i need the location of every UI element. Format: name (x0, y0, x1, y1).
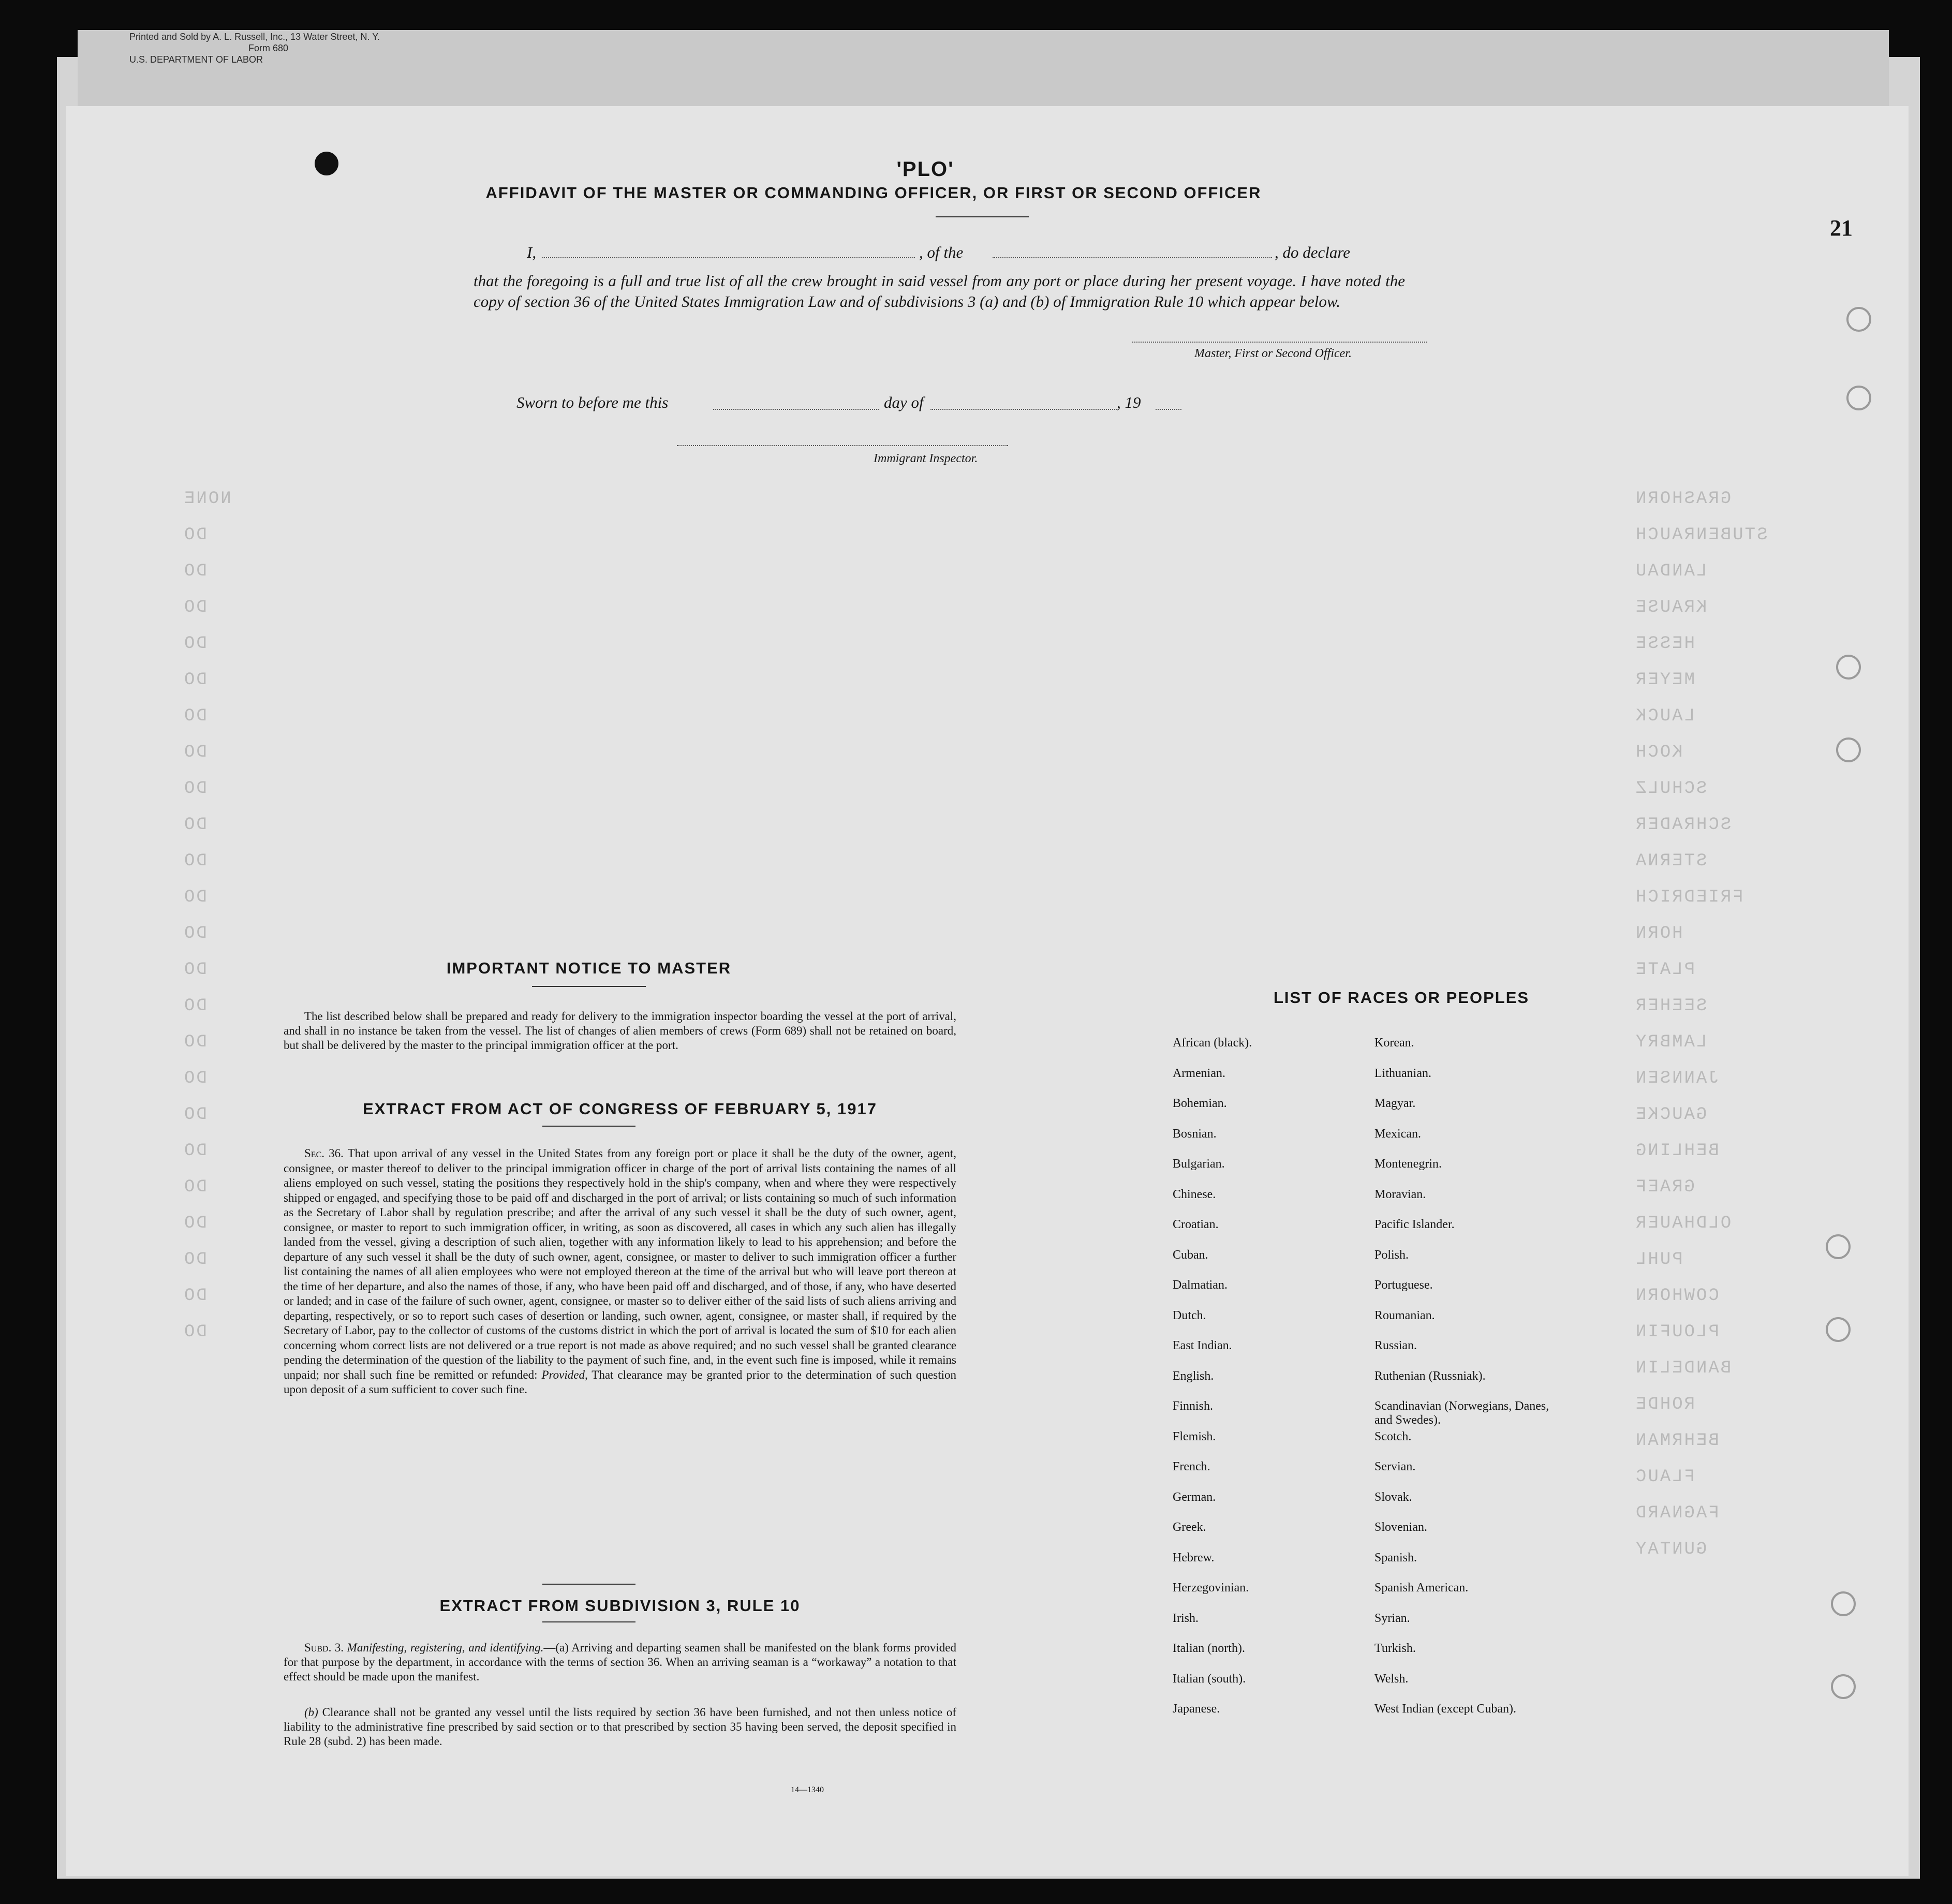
race-entry: Greek. (1173, 1521, 1206, 1534)
binder-ring (1836, 737, 1861, 762)
binder-ring (1826, 1234, 1851, 1259)
bleed-through-cell: DO (183, 996, 207, 1016)
bleed-through-surname: BANDELIN (1634, 1359, 1732, 1378)
bleed-through-cell: DO (183, 1177, 207, 1197)
race-entry: Scotch. (1374, 1429, 1412, 1443)
race-entry: Hebrew. (1173, 1551, 1215, 1564)
section-36-proviso: That clearance may be granted prior to the determination of such question upon deposit of a sum sufficient to cover such fine. (284, 1368, 956, 1396)
race-entry: Croatian. (1173, 1218, 1219, 1231)
bleed-through-surname: JANNSEN (1634, 1069, 1719, 1088)
torn-fragment: 'PLO' (896, 158, 954, 181)
race-entry: Turkish. (1374, 1642, 1416, 1655)
race-entry: Syrian. (1374, 1611, 1410, 1625)
race-entry: Cuban. (1173, 1248, 1208, 1262)
bleed-through-surname: FLAUC (1634, 1467, 1695, 1487)
race-entry: Mexican. (1374, 1127, 1421, 1141)
rule-extract-title: EXTRACT FROM SUBDIVISION 3, RULE 10 (439, 1597, 801, 1615)
race-entry: Finnish. (1173, 1399, 1214, 1413)
bleed-through-cell: DO (183, 779, 207, 799)
bleed-through-surname: PLATE (1634, 960, 1695, 980)
race-entry: Dutch. (1173, 1308, 1206, 1322)
form-number: Form 680 (248, 43, 289, 53)
bleed-through-cell: DO (183, 562, 207, 581)
race-entry: Servian. (1374, 1460, 1416, 1473)
bleed-through-cell: DO (183, 634, 207, 654)
race-entry: Italian (north). (1173, 1642, 1245, 1655)
do-declare-label: , do declare (1275, 243, 1351, 261)
race-entry: Bulgarian. (1173, 1157, 1225, 1171)
race-entry: Bohemian. (1173, 1097, 1227, 1110)
bleed-through-surname: BEHLING (1634, 1141, 1719, 1161)
notice-rule (532, 986, 646, 987)
section-36-text: That upon arrival of any vessel in the United States from any foreign port or place it shall be the duty of the owner, agent, consignee, or master thereof to deliver to the principal immigration officer in charge of the port of arrival lists containing the names of all aliens employed on such vessel, stating the positions they respectively hold in the ship's company, when and where they were respectively shipped or engaged, and specifying those to be paid off and discharged in the port of arrival; or lists containing so much of such information as the Secretary of Labor shall by regulation prescribe; and after the arrival of any such vessel it shall be the duty of such owner, agent, consignee, or master to report to such immigration officer, in writing, as soon as discovered, all cases in which any such alien has illegally landed from the vessel, giving a description of such alien, together with any information likely to lead to his apprehension; and before the departure of any such vessel it shall be the duty of such owner, agent, consignee, or master to deliver to such immigration officer a further list containing the names of all alien employees who were not employed thereon at the time of the arrival but who will leave port thereon at the time of her departure, and also the names of those, if any, who have been paid off and discharged, and of those, if any, who have deserted or landed; and in case of the failure of such owner, agent, consignee, or master so to deliver either of the said lists of such aliens arriving and departing, respectively, or so to report such cases of desertion or landing, such owner, agent, consignee, or master shall, if required by the Secretary of Labor, pay to the collector of customs of the customs district in which the port of arrival is located the sum of $10 for each alien concerning whom correct lists are not delivered or a true report is not made as above required; and no such vessel shall be granted clearance pending the determination of the question of the liability to the payment of such fine, and, in the event such fine is imposed, while it remains unpaid; nor shall such fine be remitted or refunded: (284, 1147, 956, 1381)
race-entry: Bosnian. (1173, 1127, 1217, 1141)
notice-title: IMPORTANT NOTICE TO MASTER (446, 959, 732, 977)
of-the-label: , of the (919, 243, 964, 261)
bleed-through-cell: DO (183, 525, 207, 545)
race-entry: Slovak. (1374, 1490, 1412, 1504)
bleed-through-surname: STERNA (1634, 851, 1707, 871)
bleed-through-surname: HESSE (1634, 634, 1695, 654)
race-entry: Dalmatian. (1173, 1278, 1228, 1292)
year-label: , 19 (1117, 393, 1141, 411)
bleed-through-surname: SEEHER (1634, 996, 1707, 1016)
bleed-through-surname: STUBENRAUCH (1634, 525, 1768, 545)
bleed-through-surname: GRAEF (1634, 1177, 1695, 1197)
binder-ring (1826, 1317, 1851, 1342)
rule-para-b (284, 1705, 956, 1749)
bleed-through-cell: DO (183, 1032, 207, 1052)
bleed-through-cell: DO (183, 743, 207, 762)
bleed-through-cell: DO (183, 1322, 207, 1342)
bleed-through-cell: DO (183, 1286, 207, 1306)
binder-ring (1831, 1674, 1856, 1699)
bleed-through-cell: DO (183, 670, 207, 690)
title-rule (936, 216, 1029, 217)
race-entry: Spanish American. (1374, 1581, 1469, 1595)
bleed-through-surname: FRIEDRICH (1634, 888, 1743, 907)
race-entry: Flemish. (1173, 1429, 1216, 1443)
printer-header (129, 31, 380, 65)
binder-ring (1846, 386, 1871, 410)
bleed-through-surname: HORN (1634, 924, 1683, 943)
inspector-caption: Immigrant Inspector. (874, 452, 978, 465)
affidavit-statement: that the foregoing is a full and true list of all the crew brought in said vessel from any port or place during her present voyage. I have noted the copy of section 36 of the United States Immigration Law and of subdivisions 3 (a) and (b) of Immigration Rule 10 which appear below. (474, 272, 1405, 311)
bleed-through-cell: DO (183, 1141, 207, 1161)
binder-ring (1836, 655, 1861, 680)
bleed-through-surname: PUHL (1634, 1250, 1683, 1270)
bleed-through-cell: DO (183, 1250, 207, 1270)
sworn-day-line (713, 409, 879, 410)
sworn-year-line (1156, 409, 1181, 410)
bleed-through-cell: DO (183, 706, 207, 726)
binder-ring (1831, 1591, 1856, 1616)
race-entry: Moravian. (1374, 1187, 1426, 1201)
subdivision-b-label: (b) (304, 1706, 318, 1719)
race-entry: Ruthenian (Russniak). (1374, 1369, 1486, 1383)
declarant-label: I, (527, 243, 537, 261)
bleed-through-surname: LANDAU (1634, 562, 1707, 581)
race-entry: Herzegovinian. (1173, 1581, 1249, 1595)
race-entry: West Indian (except Cuban). (1374, 1702, 1516, 1716)
sworn-month-line (930, 409, 1117, 410)
bleed-through-cell: NONE (183, 489, 231, 509)
bleed-through-surname: BEHRMAN (1634, 1431, 1719, 1451)
signature-line (1132, 342, 1427, 343)
bleed-through-surname: ROHDE (1634, 1395, 1695, 1414)
signer-caption: Master, First or Second Officer. (1194, 347, 1352, 360)
bleed-through-surname: MEYER (1634, 670, 1695, 690)
race-entry: East Indian. (1173, 1339, 1232, 1352)
bleed-through-cell: DO (183, 1214, 207, 1233)
race-entry: French. (1173, 1460, 1210, 1473)
bleed-through-surname: SCHRADER (1634, 815, 1732, 835)
race-entry: English. (1173, 1369, 1214, 1383)
sheet-number: 21 (1830, 215, 1853, 241)
bleed-through-cell: DO (183, 960, 207, 980)
printer-line: Printed and Sold by A. L. Russell, Inc., 13 Water Street, N. Y. (129, 32, 380, 42)
bleed-through-cell: DO (183, 888, 207, 907)
form-code: 14—1340 (791, 1785, 824, 1794)
bleed-through-cell: DO (183, 851, 207, 871)
race-entry: Lithuanian. (1374, 1066, 1431, 1080)
bleed-through-cell: DO (183, 815, 207, 835)
race-entry: Portuguese. (1374, 1278, 1433, 1292)
bleed-through-surname: LAMBRY (1634, 1032, 1707, 1052)
race-entry: Spanish. (1374, 1551, 1417, 1564)
department-name: U.S. DEPARTMENT OF LABOR (129, 54, 263, 65)
race-entry: Montenegrin. (1374, 1157, 1442, 1171)
vessel-name-line (993, 257, 1272, 258)
subdivision-b-text: Clearance shall not be granted any vessel until the lists required by section 36 have been furnished, and not then unless notice of liability to the administrative fine prescribed by said section or to that prescribed by section 35 having been served, the deposit specified in Rule 28 (subd. 2) has been made. (284, 1706, 957, 1748)
races-title: LIST OF RACES OR PEOPLES (1273, 988, 1530, 1007)
rule-para-a (284, 1641, 956, 1684)
sworn-label: Sworn to before me this (516, 393, 669, 411)
race-entry: Irish. (1173, 1611, 1199, 1625)
bleed-through-surname: KOCH (1634, 743, 1683, 762)
race-entry: African (black). (1173, 1036, 1252, 1050)
race-entry: Magyar. (1374, 1097, 1416, 1110)
punch-hole (315, 152, 338, 175)
bleed-through-cell: DO (183, 598, 207, 617)
bleed-through-surname: KRAUSE (1634, 598, 1707, 617)
race-entry: Japanese. (1173, 1702, 1220, 1716)
race-entry: Roumanian. (1374, 1308, 1435, 1322)
race-entry: Russian. (1374, 1339, 1417, 1352)
bleed-through-surname: LAUCK (1634, 706, 1695, 726)
race-entry: Pacific Islander. (1374, 1218, 1455, 1231)
bleed-through-surname: SCHULZ (1634, 779, 1707, 799)
rule-extract-rule (542, 1621, 635, 1622)
race-entry: Italian (south). (1173, 1672, 1246, 1686)
subdivision-label: Subd. 3. (304, 1641, 344, 1654)
bleed-through-surname: PLOUFIN (1634, 1322, 1719, 1342)
bleed-through-cell: DO (183, 924, 207, 943)
race-entry: Chinese. (1173, 1187, 1216, 1201)
declarant-name-line (542, 257, 915, 258)
bleed-through-surname: FAGNARD (1634, 1503, 1719, 1523)
section-label: Sec. 36. (304, 1147, 344, 1160)
race-entry: Slovenian. (1374, 1521, 1427, 1534)
bleed-through-cell: DO (183, 1105, 207, 1125)
provided-label: Provided, (541, 1368, 588, 1381)
race-entry: Korean. (1374, 1036, 1414, 1050)
act-extract-rule (542, 1126, 635, 1127)
race-entry: Armenian. (1173, 1066, 1225, 1080)
subdivision-a-text: —(a) Arriving and departing seamen shall be manifested on the blank forms provided for that purpose by the department, in accordance with the terms of section 36. When an arriving seaman is a “workaway” a notation to that effect should be made upon the manifest. (284, 1641, 957, 1683)
race-entry: German. (1173, 1490, 1216, 1504)
act-extract-title: EXTRACT FROM ACT OF CONGRESS OF FEBRUARY 5, 1917 (363, 1100, 877, 1118)
bleed-through-surname: GAUCKE (1634, 1105, 1707, 1125)
day-of-label: day of (884, 393, 924, 411)
race-entry: Scandinavian (Norwegians, Danes, and Swedes). (1374, 1399, 1549, 1427)
race-entry: Polish. (1374, 1248, 1409, 1262)
affidavit-title: AFFIDAVIT OF THE MASTER OR COMMANDING OFFICER, OR FIRST OR SECOND OFFICER (485, 184, 1262, 202)
bleed-through-surname: GUNTAY (1634, 1540, 1707, 1559)
subdivision-heading: Manifesting, registering, and identifying. (347, 1641, 544, 1654)
inspector-signature-line (677, 445, 1008, 446)
affidavit-sheet (66, 106, 1909, 1876)
bleed-through-surname: OLDHAUER (1634, 1214, 1732, 1233)
race-entry: Welsh. (1374, 1672, 1409, 1686)
binder-ring (1846, 307, 1871, 332)
act-extract-body (284, 1146, 956, 1397)
bleed-through-cell: DO (183, 1069, 207, 1088)
bleed-through-surname: COWHORN (1634, 1286, 1719, 1306)
notice-text: The list described below shall be prepared and ready for delivery to the immigration inspector boarding the vessel at the port of arrival, and shall in no instance be taken from the vessel. The list of changes of alien members of crews (Form 689) shall not be retained on board, but shall be delivered by the master to the principal immigration officer at the port. (284, 1010, 956, 1052)
act-end-rule (542, 1584, 635, 1585)
bleed-through-surname: GRASHORN (1634, 489, 1732, 509)
